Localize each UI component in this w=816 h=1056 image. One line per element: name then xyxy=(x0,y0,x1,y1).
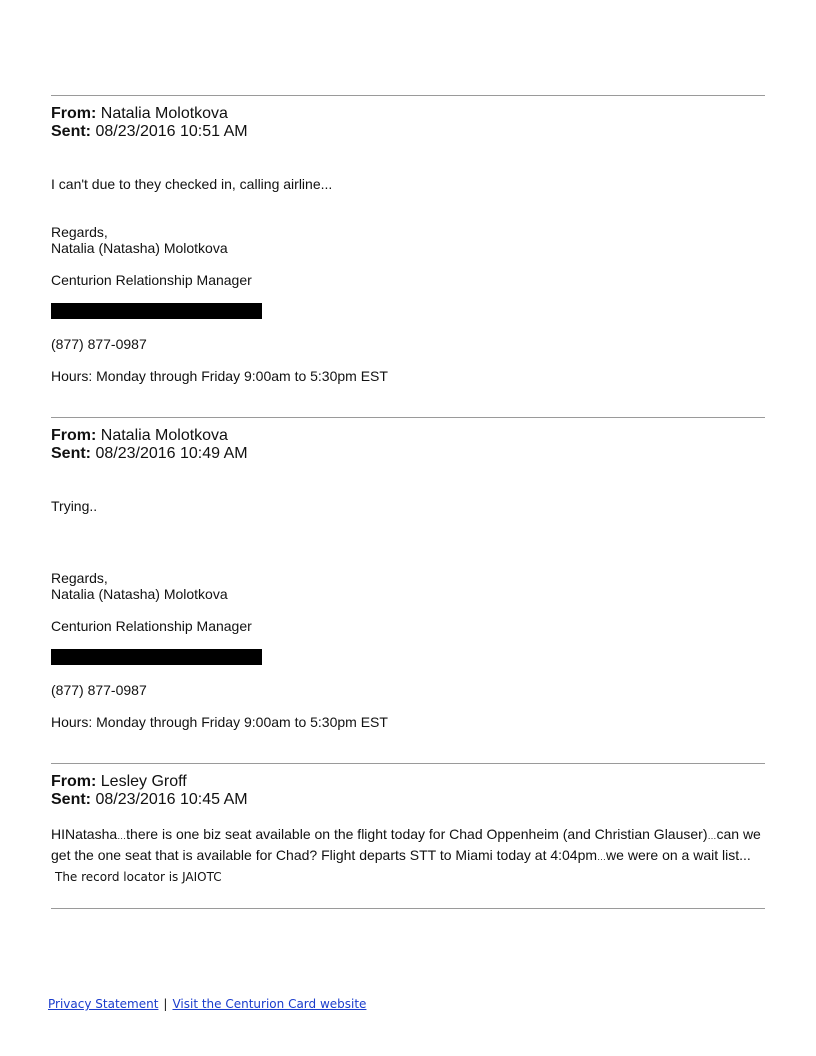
divider xyxy=(51,908,765,909)
from-label: From: xyxy=(51,773,97,790)
from-value: Natalia Molotkova xyxy=(100,105,228,122)
divider xyxy=(51,95,765,96)
signature-name: Natalia (Natasha) Molotkova xyxy=(51,586,228,602)
signature-title: Centurion Relationship Manager xyxy=(51,272,252,288)
email-body xyxy=(51,825,767,887)
signature-phone: (877) 877-0987 xyxy=(51,336,147,352)
footer xyxy=(48,996,366,1012)
sent-value: 08/23/2016 10:49 AM xyxy=(95,445,248,462)
email-body: I can't due to they checked in, calling airline... xyxy=(51,176,333,192)
redaction-bar xyxy=(51,649,262,665)
signature-name: Natalia (Natasha) Molotkova xyxy=(51,240,228,256)
body-text: can we get the one seat that is available for Chad? Flight departs STT to Miami today at 4:04pm xyxy=(51,826,761,863)
signature-regards: Regards, xyxy=(51,224,108,240)
email-header xyxy=(51,105,248,141)
divider xyxy=(51,417,765,418)
email-header xyxy=(51,427,248,463)
ellipsis-glyph: … xyxy=(707,831,717,841)
footer-separator: | xyxy=(163,997,168,1011)
signature-phone: (877) 877-0987 xyxy=(51,682,147,698)
sent-value: 08/23/2016 10:45 AM xyxy=(95,791,248,808)
divider xyxy=(51,763,765,764)
signature-title: Centurion Relationship Manager xyxy=(51,618,252,634)
record-locator-text: The record locator is JAIOTC xyxy=(55,870,222,884)
email-body: Trying.. xyxy=(51,498,98,514)
body-text: HINatasha xyxy=(51,826,118,842)
email-header xyxy=(51,773,248,809)
ellipsis-glyph: … xyxy=(597,852,607,862)
body-text: we were on a wait list... xyxy=(606,847,751,863)
from-value: Natalia Molotkova xyxy=(100,427,228,444)
sent-label: Sent: xyxy=(51,791,91,808)
from-label: From: xyxy=(51,427,97,444)
sent-value: 08/23/2016 10:51 AM xyxy=(95,123,248,140)
from-value: Lesley Groff xyxy=(100,773,187,790)
signature-hours: Hours: Monday through Friday 9:00am to 5:30pm EST xyxy=(51,368,388,384)
centurion-website-link[interactable]: Visit the Centurion Card website xyxy=(172,997,367,1011)
sent-label: Sent: xyxy=(51,445,91,462)
sent-label: Sent: xyxy=(51,123,91,140)
redaction-bar xyxy=(51,303,262,319)
signature-regards: Regards, xyxy=(51,570,108,586)
ellipsis-glyph: … xyxy=(117,831,127,841)
body-text: there is one biz seat available on the flight today for Chad Oppenheim (and Christian Glauser) xyxy=(126,826,708,842)
privacy-statement-link[interactable]: Privacy Statement xyxy=(48,997,159,1011)
signature-hours: Hours: Monday through Friday 9:00am to 5:30pm EST xyxy=(51,714,388,730)
from-label: From: xyxy=(51,105,97,122)
